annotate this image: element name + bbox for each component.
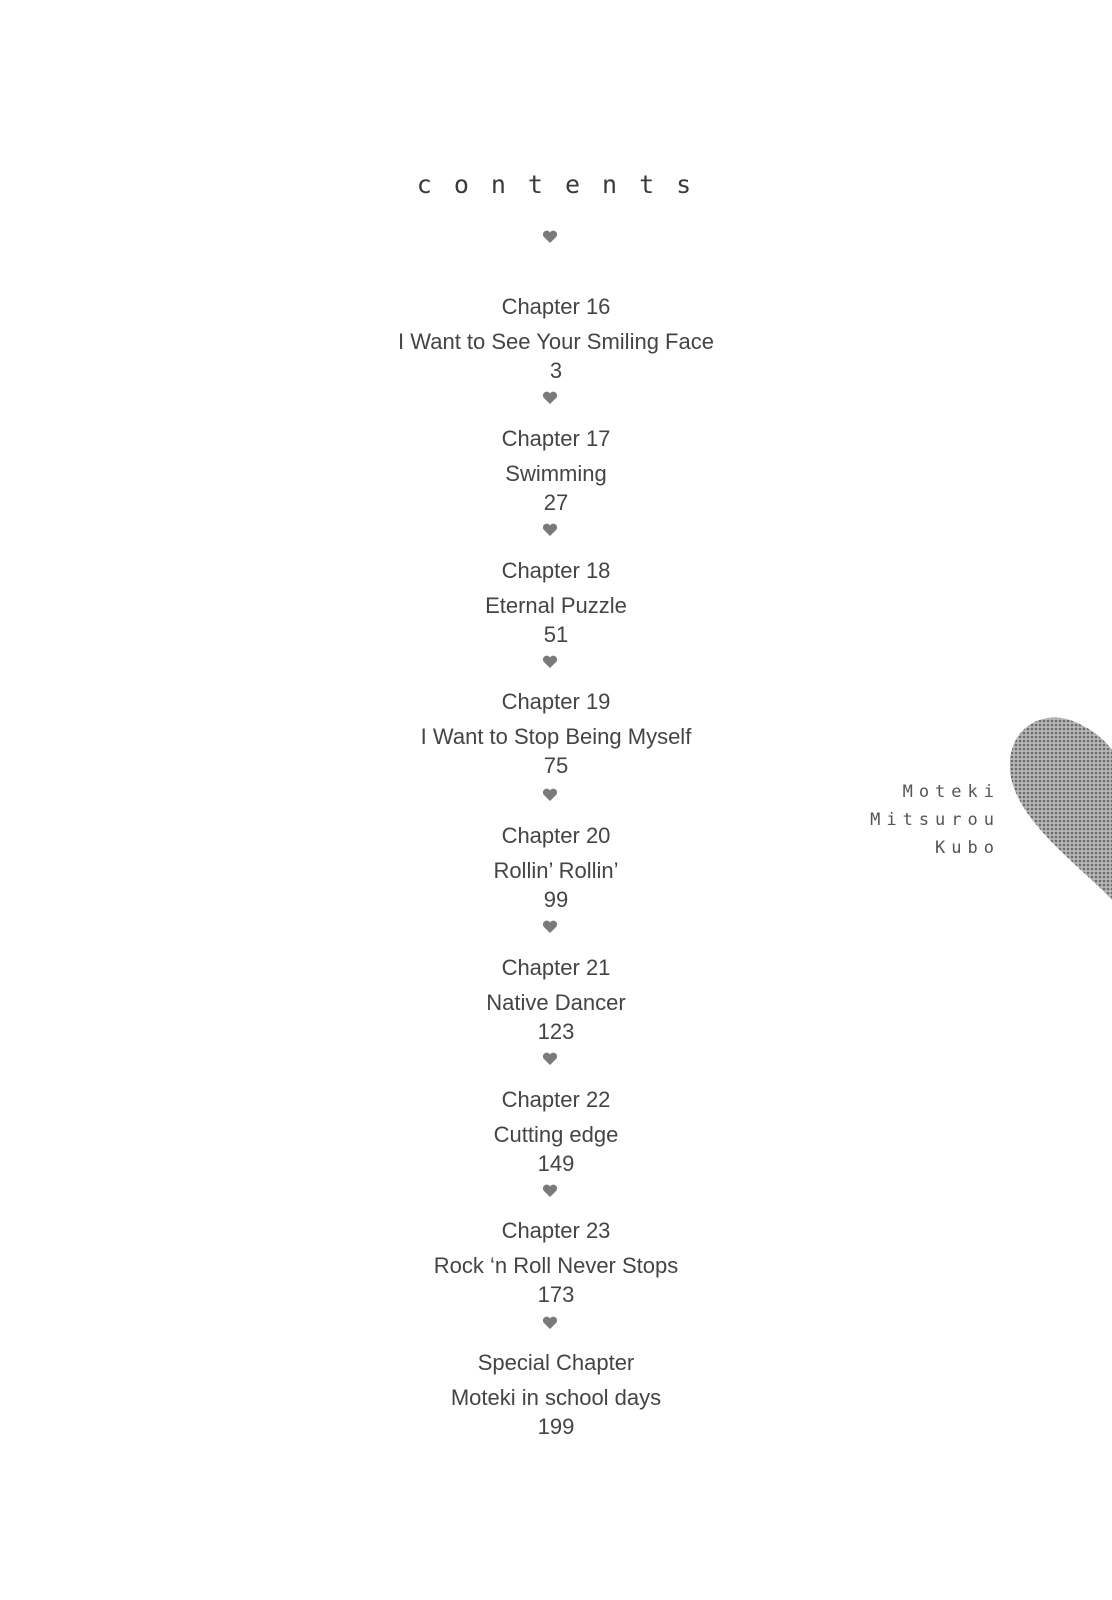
chapter-number: Chapter 18: [501, 558, 611, 583]
chapter-page-number: 123: [537, 1019, 575, 1044]
toc-entry[interactable]: [356, 953, 756, 1046]
toc-entry[interactable]: [356, 1085, 756, 1178]
heart-icon: [542, 391, 564, 409]
chapter-title: Native Dancer: [486, 990, 626, 1015]
toc-entry[interactable]: [356, 292, 756, 385]
chapter-number: Chapter 17: [501, 426, 611, 451]
chapter-title: I Want to See Your Smiling Face: [398, 329, 714, 354]
toc-entry[interactable]: [356, 821, 756, 914]
chapter-title: Cutting edge: [493, 1122, 619, 1147]
chapter-number: Chapter 20: [501, 823, 611, 848]
contents-title: contents: [416, 170, 714, 199]
chapter-number: Chapter 21: [501, 955, 611, 980]
chapter-title: Eternal Puzzle: [485, 593, 627, 618]
chapter-title: Rock ‘n Roll Never Stops: [433, 1253, 679, 1278]
author-credit: [870, 778, 1000, 862]
heart-icon: [542, 655, 564, 673]
chapter-number: Chapter 19: [501, 689, 611, 714]
chapter-page-number: 149: [537, 1151, 575, 1176]
author-given-name: Mitsurou: [870, 810, 1000, 830]
chapter-number: Special Chapter: [477, 1350, 635, 1375]
heart-icon: [542, 523, 564, 541]
author-family-name: Kubo: [935, 838, 1000, 858]
chapter-title: Rollin’ Rollin’: [493, 858, 619, 883]
heart-icon: [542, 920, 564, 938]
toc-entry[interactable]: [356, 424, 756, 517]
chapter-page-number: 75: [543, 753, 569, 778]
chapter-page-number: 27: [543, 490, 569, 515]
heart-icon: [542, 230, 564, 248]
chapter-page-number: 3: [549, 358, 563, 383]
chapter-title: I Want to Stop Being Myself: [420, 724, 692, 749]
large-halftone-heart-icon: [1010, 715, 1112, 900]
series-word: Moteki: [902, 782, 1000, 802]
chapter-page-number: 99: [543, 887, 569, 912]
toc-entry[interactable]: [356, 687, 756, 780]
chapter-title: Moteki in school days: [450, 1385, 662, 1410]
chapter-number: Chapter 16: [501, 294, 611, 319]
chapter-page-number: 51: [543, 622, 569, 647]
toc-entry[interactable]: [356, 556, 756, 649]
heart-icon: [542, 788, 564, 806]
toc-entry[interactable]: [356, 1216, 756, 1309]
chapter-title: Swimming: [505, 461, 607, 486]
chapter-page-number: 173: [537, 1282, 575, 1307]
chapter-number: Chapter 23: [501, 1218, 611, 1243]
toc-entry[interactable]: [356, 1348, 756, 1441]
chapter-number: Chapter 22: [501, 1087, 611, 1112]
chapter-page-number: 199: [537, 1414, 575, 1439]
heart-icon: [542, 1184, 564, 1202]
heart-icon: [542, 1316, 564, 1334]
heart-icon: [542, 1052, 564, 1070]
